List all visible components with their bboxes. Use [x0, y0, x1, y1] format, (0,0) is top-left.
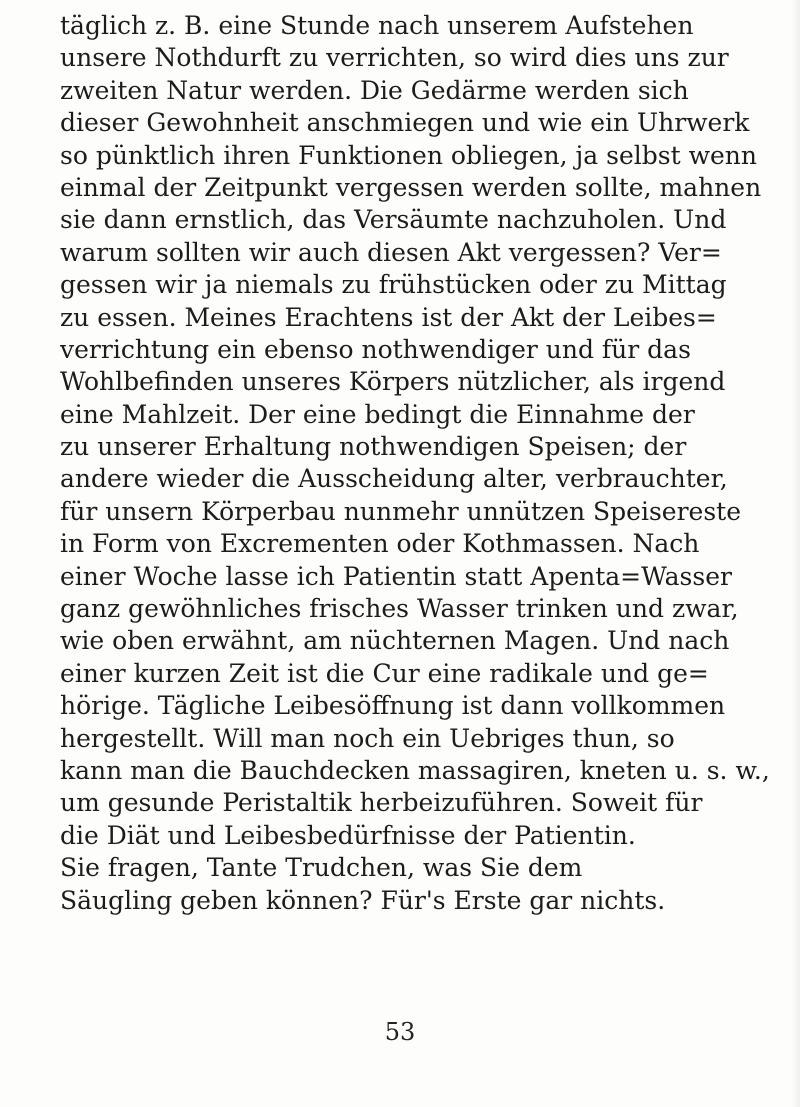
text-line: sie dann ernstlich, das Versäumte nachzuholen. Und: [60, 205, 727, 235]
text-line: Säugling geben können? Für's Erste gar nichts.: [60, 885, 666, 915]
body-text: [60, 10, 785, 917]
text-line: Wohlbefinden unseres Körpers nützlicher, als irgend: [60, 367, 726, 397]
text-line: hörige. Tägliche Leibesöffnung ist dann vollkommen: [60, 691, 726, 721]
text-line: täglich z. B. eine Stunde nach unserem Aufstehen: [60, 11, 694, 40]
text-line: warum sollten wir auch diesen Akt vergessen? Ver=: [60, 237, 722, 267]
text-line: wie oben erwähnt, am nüchternen Magen. Und nach: [60, 626, 730, 656]
text-line: einer kurzen Zeit ist die Cur eine radikale und ge=: [60, 658, 709, 688]
text-line: so pünktlich ihren Funktionen obliegen, ja selbst wenn: [60, 140, 757, 170]
text-line: zu essen. Meines Erachtens ist der Akt der Leibes=: [60, 302, 717, 332]
page-number: 53: [384, 1018, 416, 1046]
text-line: zweiten Natur werden. Die Gedärme werden sich: [60, 75, 689, 105]
text-line: gessen wir ja niemals zu frühstücken oder zu Mittag: [60, 270, 727, 300]
text-line: unsere Nothdurft zu verrichten, so wird dies uns zur: [60, 43, 729, 73]
text-line: hergestellt. Will man noch ein Uebriges thun, so: [60, 723, 675, 753]
text-line: um gesunde Peristaltik herbeizuführen. Soweit für: [60, 788, 703, 818]
text-line: dieser Gewohnheit anschmiegen und wie ein Uhrwerk: [60, 108, 750, 138]
text-line: für unsern Körperbau nunmehr unnützen Speisereste: [60, 496, 742, 526]
text-line: ganz gewöhnliches frisches Wasser trinken und zwar,: [60, 594, 739, 624]
text-line: zu unserer Erhaltung nothwendigen Speisen; der: [60, 432, 687, 462]
page-edge-shadow: [792, 0, 800, 1107]
text-line: eine Mahlzeit. Der eine bedingt die Einnahme der: [60, 399, 695, 429]
text-line: verrichtung ein ebenso nothwendiger und für das: [60, 334, 691, 364]
text-line: kann man die Bauchdecken massagiren, kneten u. s. w.,: [60, 755, 770, 785]
text-line: einer Woche lasse ich Patientin statt Apenta=Wasser: [60, 561, 732, 591]
text-line: einmal der Zeitpunkt vergessen werden sollte, mahnen: [60, 172, 762, 202]
text-line: in Form von Excrementen oder Kothmassen. Nach: [60, 529, 700, 559]
text-line: andere wieder die Ausscheidung alter, verbrauchter,: [60, 464, 728, 494]
text-line: die Diät und Leibesbedürfnisse der Patientin.: [60, 820, 636, 850]
text-line: Sie fragen, Tante Trudchen, was Sie dem: [60, 853, 583, 883]
